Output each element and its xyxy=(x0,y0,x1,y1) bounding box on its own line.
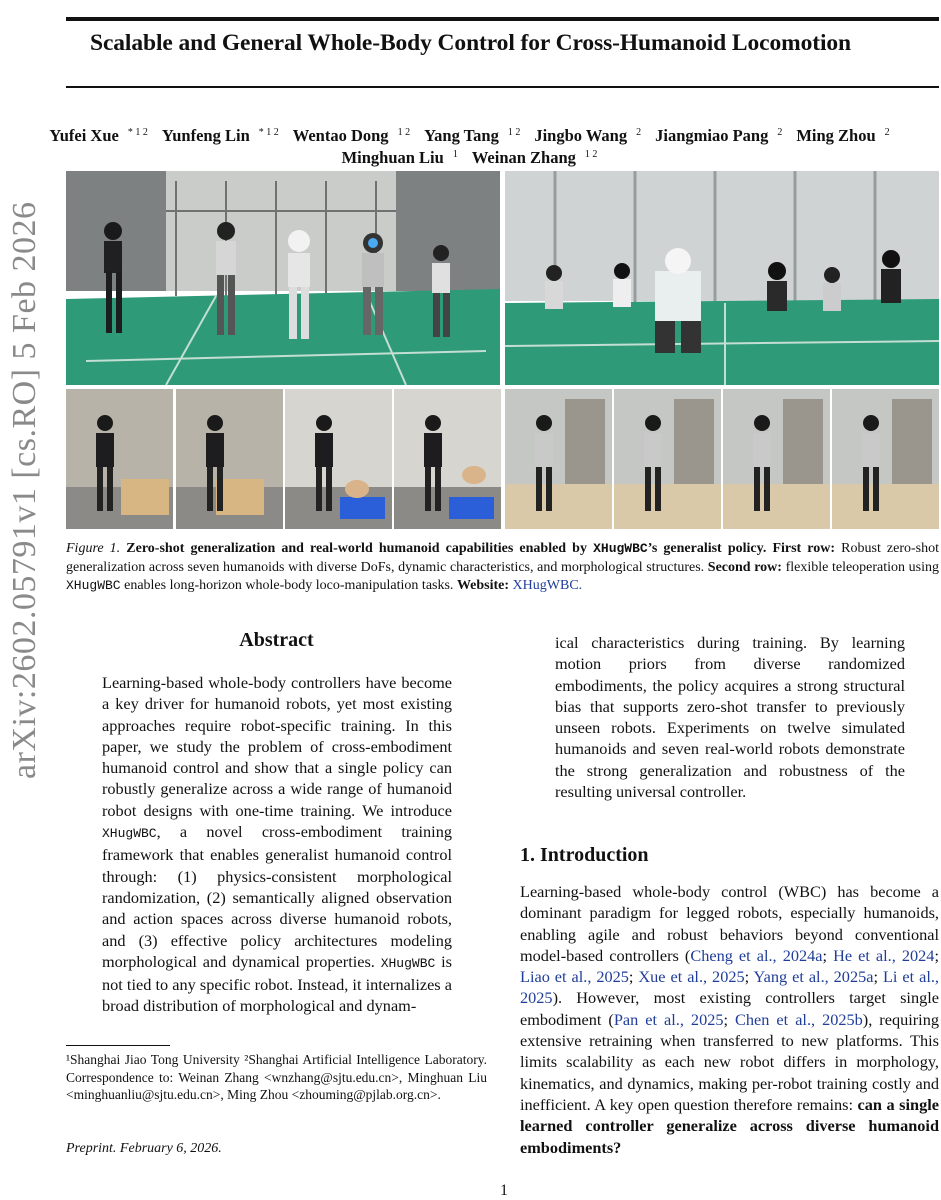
intro-text-3: ), requiring extensive retraining when transferred to new platforms. This limits scalability as each new robot differs in morphology, kinematics, and dynamics, making per-robot training costly and inefficient. A key open question therefore remains: xyxy=(520,1009,939,1114)
author-affiliation-marker: 1 xyxy=(452,148,458,160)
first-row-text: Robust zero-shot generalization across seven humanoids with diverse DoFs, dynamic characteristics, and morphological structures. xyxy=(66,541,940,575)
intro-text-2: ). However, most existing controllers target single embodiment ( xyxy=(520,988,939,1029)
preprint-date: Preprint. February 6, 2026. xyxy=(66,1141,222,1156)
second-row-post: enables long-horizon whole-body loco-manipulation tasks. xyxy=(124,578,454,593)
figure-photo-box-carry xyxy=(176,389,283,529)
intro-key-question: can a single learned controller generalize across diverse humanoid embodiments? xyxy=(520,1094,939,1157)
author-name: Yunfeng Lin xyxy=(161,126,250,145)
arxiv-stamp: arXiv:2602.05791v1 [cs.RO] 5 Feb 2026 xyxy=(6,201,43,779)
author-affiliation-marker: 1 2 xyxy=(397,126,411,138)
citation-chen[interactable]: Chen et al., 2025b xyxy=(735,1009,863,1029)
author-affiliation-marker: 2 xyxy=(884,126,890,138)
second-row-system-name: XHugWBC xyxy=(66,578,121,593)
author-name: Minghuan Liu xyxy=(341,148,444,167)
author-affiliation-marker: 1 2 xyxy=(584,148,598,160)
author-name: Yang Tang xyxy=(424,126,499,145)
abstract-system-name: XHugWBC xyxy=(102,826,157,842)
author-list-row-1 xyxy=(0,126,941,146)
website-label: Website: xyxy=(456,578,510,593)
author-name: Weinan Zhang xyxy=(471,148,576,167)
figure-caption-bold: Zero-shot generalization and real-world humanoid capabilities enabled by xyxy=(126,541,587,556)
figure-photo-dog-basket-2 xyxy=(394,389,501,529)
footnote-rule xyxy=(66,1045,170,1046)
figure-photo-door-push xyxy=(614,389,721,529)
abstract-part-3: is not tied to any specific robot. Instead, it internalizes a broad distribution of morphological and dynam- xyxy=(102,951,452,1016)
abstract-continued: ical characteristics during training. By learning motion priors from diverse randomized embodiments, the policy acquires a strong structural bias that supports zero-shot transfer to previously unseen robots. Experiments on twelve simulated humanoids and seven real-world robots demonstrate the strong generalization and robustness of the resulting universal controller. xyxy=(555,633,905,802)
figure-photo-teleoperation-group xyxy=(505,171,939,385)
author-affiliation-marker: 2 xyxy=(636,126,642,138)
author-name: Ming Zhou xyxy=(796,126,876,145)
citation-pan[interactable]: Pan et al., 2025 xyxy=(613,1009,724,1029)
website-link[interactable]: XHugWBC. xyxy=(512,578,583,593)
author-affiliation-marker: 1 2 xyxy=(507,126,521,138)
abstract-heading: Abstract xyxy=(239,629,314,651)
intro-text-1: Learning-based whole-body control (WBC) has become a dominant paradigm for legged robots, especially humanoids, enabling agile and robust behaviors beyond conventional model-based controllers ( xyxy=(520,882,939,965)
introduction-body: Learning-based whole-body control (WBC) has become a dominant paradigm for legged robots, especially humanoids, enabling agile and robust behaviors beyond conventional model-based controllers (Cheng et al., 2024a; He et al., 2024; Liao et al., 2025; Xue et al., 2025; Yang et al., 2025a; Li et al., 2025). However, most existing controllers target single embodiment (Pan et al., 2025; Chen et al., 2025b), requiring extensive retraining when transferred to new platforms. This limits scalability as each new robot differs in morphology, kinematics, and dynamics, making per-robot training costly and inefficient. A key open question therefore remains: can a single learned controller generalize across diverse humanoid embodiments? xyxy=(520,882,939,1157)
abstract-part-1: Learning-based whole-body controllers have become a key driver for humanoid robots, yet most existing approaches require robot-specific training. In this paper, we study the problem of cross-embodiment humanoid control and show that a single policy can robustly generalize across a wide range of humanoid robot designs with one-time training. We introduce xyxy=(102,673,452,820)
figure-photo-door-open xyxy=(505,389,612,529)
author-name: Yufei Xue xyxy=(49,126,119,145)
figure-photo-door-exit xyxy=(832,389,939,529)
author-list-row-2 xyxy=(0,148,941,168)
citation-xue[interactable]: Xue et al., 2025 xyxy=(638,967,745,987)
second-row-pre: flexible teleoperation using xyxy=(785,559,939,575)
second-row-label: Second row: xyxy=(707,559,782,575)
first-row-label: First row: xyxy=(772,541,836,556)
top-rule xyxy=(66,17,939,21)
figure-caption-bold-tail: ’s generalist policy. xyxy=(647,541,767,556)
citation-he[interactable]: He et al., 2024 xyxy=(833,945,935,965)
figure-photo-door-walk xyxy=(723,389,830,529)
page-number: 1 xyxy=(500,1182,508,1199)
abstract-body xyxy=(102,672,452,1017)
citation-cheng[interactable]: Cheng et al., 2024a xyxy=(690,945,823,965)
author-affiliation-marker: * 1 2 xyxy=(127,126,148,138)
citation-liao[interactable]: Liao et al., 2025 xyxy=(520,967,629,987)
introduction-heading: 1. Introduction xyxy=(520,844,649,866)
citation-yang[interactable]: Yang et al., 2025a xyxy=(753,967,874,987)
title-bottom-rule xyxy=(66,86,939,88)
figure-label: Figure 1. xyxy=(66,541,121,556)
author-affiliation-marker: * 1 2 xyxy=(258,126,279,138)
author-name: Wentao Dong xyxy=(292,126,389,145)
paper-title: Scalable and General Whole-Body Control for Cross-Humanoid Locomotion xyxy=(89,30,852,56)
abstract-system-name-2: XHugWBC xyxy=(380,955,436,971)
author-name: Jiangmiao Pang xyxy=(655,126,769,145)
author-name: Jingbo Wang xyxy=(534,126,628,145)
figure-photo-box-pickup xyxy=(66,389,173,529)
footnote-affiliations: ¹Shanghai Jiao Tong University ²Shanghai Artificial Intelligence Laboratory. Correspondence to: Weinan Zhang <wnzhang@sjtu.edu.cn>, Minghuan Liu <minghuanliu@sjtu.edu.cn>, Ming Zhou <zhouming@pjlab.org.cn>. xyxy=(66,1052,487,1102)
citation-li[interactable]: Li et al., 2025 xyxy=(520,967,939,1008)
figure-system-name: XHugWBC xyxy=(593,541,648,556)
figure-caption xyxy=(66,540,939,596)
author-affiliation-marker: 2 xyxy=(777,126,783,138)
abstract-part-2: , a novel cross-embodiment training framework that enables generalist humanoid control through: (1) physics-consistent morphological randomization, (2) semantically aligned observation and action spaces across diverse humanoid robots, and (3) effective policy architectures modeling morphological and dynamical properties. xyxy=(102,822,452,971)
figure-photo-simulation-lineup xyxy=(66,171,500,385)
figure-photo-dog-basket xyxy=(285,389,392,529)
